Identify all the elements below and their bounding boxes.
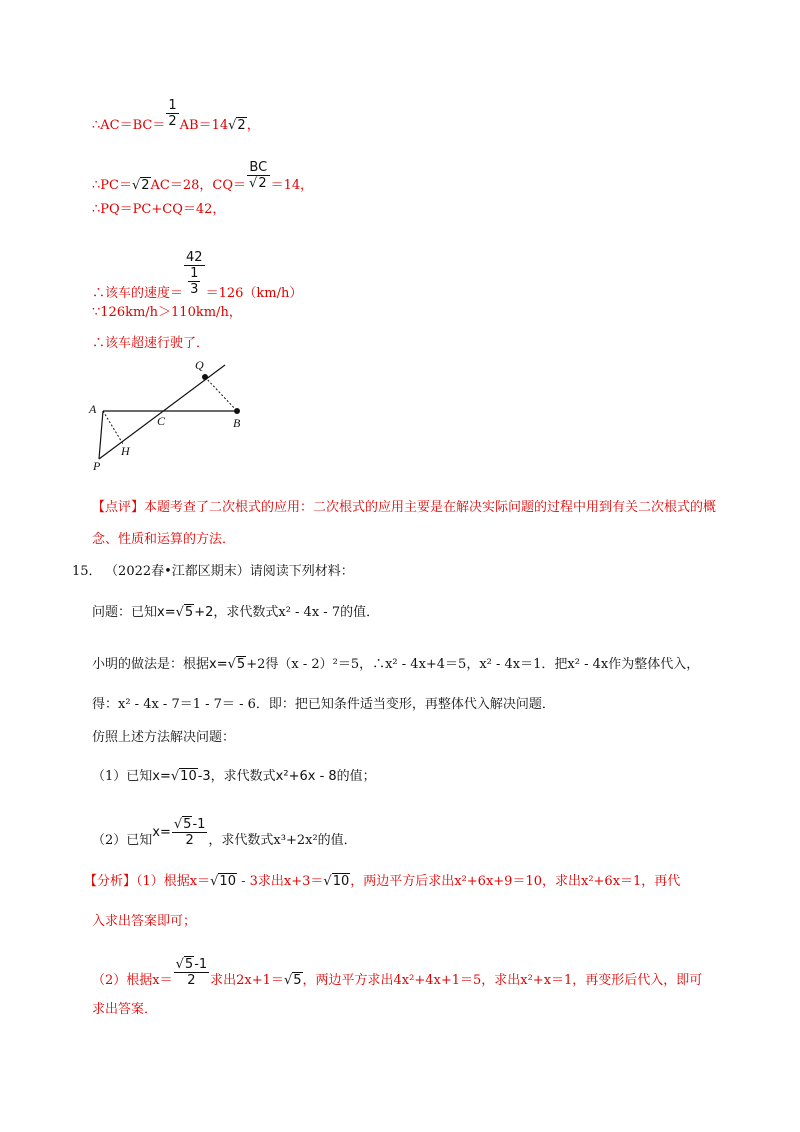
solution-line-6: ∴该车超速行驶了． (92, 336, 210, 351)
label-q: Q (195, 358, 204, 372)
sqrt: √2 (228, 118, 246, 133)
solution-line-1: ∴AC＝BC＝ $\frac{1}{2}$ AB＝14√2， (92, 98, 260, 133)
fraction: $\frac{√5-1}{2}$ (175, 957, 208, 988)
compound-fraction: $\frac{42}{\frac{1}{3}}$ (186, 250, 203, 297)
label-b: B (233, 416, 241, 430)
fraction: $\frac{1}{2}$ (168, 98, 177, 129)
fraction: $\frac{BC}{√2}$ (247, 160, 270, 191)
part-1: （1）已知x=√10-3，求代数式x²+6x - 8的值； (92, 769, 376, 784)
comment-text: 本题考查了二次根式的应用：二次根式的应用主要是在解决实际问题的过程中用到有关二次根式的概念、性质和运算的方法． (92, 500, 717, 547)
point-q (202, 374, 208, 380)
problem-number: 15． (72, 564, 102, 579)
segment-qb (205, 377, 237, 411)
solution-line-3: ∴PQ＝PC+CQ＝42， (92, 202, 226, 217)
solution-line-5: ∵126km/h＞110km/h， (92, 305, 242, 320)
segment-ah (103, 411, 123, 444)
solution-line-2: ∴PC＝√2AC＝28，CQ＝ $\frac{BC}{√2}$ ＝14， (92, 160, 314, 193)
analysis-line-4: 求出答案． (92, 1002, 158, 1017)
label-h: H (121, 444, 130, 458)
instruction: 仿照上述方法解决问题： (92, 730, 236, 745)
comment-block (92, 492, 732, 556)
part-2: （2）已知x= $\frac{√5-1}{2}$ ，求代数式x³+2x²的值． (92, 817, 357, 848)
fraction: $\frac{√5-1}{2}$ (173, 817, 206, 848)
problem-header (72, 562, 354, 582)
comment-label: 【点评】 (92, 500, 145, 515)
analysis-line-3: （2）根据x＝ $\frac{√5-1}{2}$ 求出2x+1＝√5，两边平方求出4x²+4x+1＝5，求出x²+x＝1，再变形后代入，即可 (92, 957, 703, 988)
label-a: A (89, 402, 97, 416)
problem-source: （2022春•江都区期末）请阅读下列材料： (111, 564, 354, 579)
analysis-line-2: 入求出答案即可； (92, 914, 197, 929)
sqrt: √2 (131, 178, 150, 193)
solution-line-4: ∴该车的速度＝ $\frac{42}{\frac{1}{3}}$ ＝126（km/h） (92, 250, 303, 301)
point-b (234, 408, 240, 414)
method-line-2: 得：x² - 4x - 7＝1 - 7＝ - 6．即：把已知条件适当变形，再整体代入解决问题． (92, 697, 555, 712)
analysis-label: 【分析】 (84, 874, 137, 889)
analysis-line-1: 【分析】（1）根据x＝√10 - 3求出x+3＝√10，两边平方后求出x²+6x+9＝10，求出x²+6x＝1，再代 (84, 874, 681, 889)
problem-question: 问题：已知x=√5+2，求代数式x² - 4x - 7的值． (92, 605, 380, 620)
geometry-figure (85, 355, 275, 475)
segment-ap (99, 411, 103, 459)
therefore-symbol: ∴ (92, 118, 101, 133)
label-p: P (93, 459, 101, 473)
label-c: C (157, 414, 166, 428)
method-line-1: 小明的做法是：根据x=√5+2得（x - 2）²＝5，∴x² - 4x+4＝5，x² - 4x＝1．把x² - 4x作为整体代入， (92, 657, 700, 672)
